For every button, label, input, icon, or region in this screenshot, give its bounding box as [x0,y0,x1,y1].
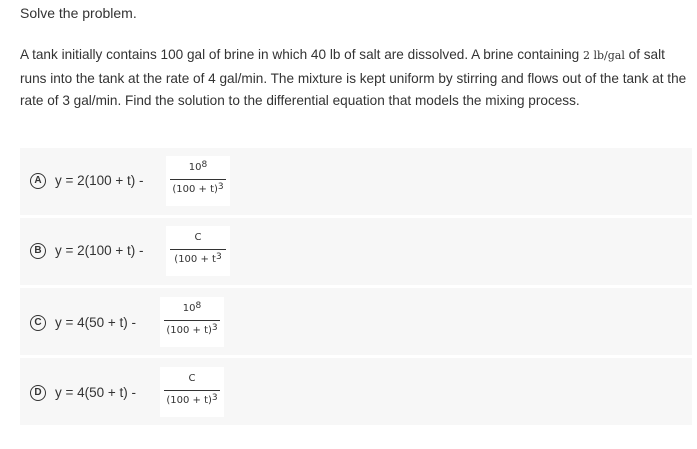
option-letter-badge: D [30,385,46,401]
option-fraction [166,156,230,206]
fraction-denominator: (100 + t)3 [166,323,218,336]
fraction-numerator: C [194,232,202,243]
fraction-bar [170,179,226,180]
option-equation-lhs: y = 2(100 + t) - [55,173,144,188]
fraction-numerator: 108 [182,301,202,314]
fraction-denominator: (100 + t3 [174,252,222,265]
fraction-denominator: (100 + t)3 [172,182,224,195]
option-equation-lhs: y = 2(100 + t) - [55,243,144,258]
answer-option-b[interactable] [20,218,692,285]
fraction-denominator: (100 + t)3 [166,393,218,406]
question-text-part2: of salt runs into the tank at the rate of 4 gal/min. The mixture is kept uniform by stirring and flows out of the tank at the rate of 3 gal/min. Find the solution to the differential equation that models the mixing process. [20,47,687,108]
fraction-numerator: C [188,373,196,384]
option-equation-lhs: y = 4(50 + t) - [55,385,137,400]
answer-option-c[interactable] [20,288,692,355]
fraction-numerator: 108 [188,160,208,173]
option-letter-badge: B [30,243,46,259]
brine-concentration: 2 lb/gal [582,49,625,62]
question-text-part1: A tank initially contains 100 gal of brine in which 40 lb of salt are dissolved. A brine containing [20,47,583,62]
problem-header: Solve the problem. [20,5,137,21]
option-fraction [160,367,224,417]
option-letter-badge: A [30,173,46,189]
answer-option-d[interactable] [20,358,692,425]
option-letter-badge: C [30,315,46,331]
answer-option-a[interactable] [20,148,692,215]
fraction-bar [170,249,226,250]
question-text [20,44,692,113]
option-fraction [166,226,230,276]
fraction-bar [164,320,220,321]
fraction-bar [164,390,220,391]
option-equation-lhs: y = 4(50 + t) - [55,315,137,330]
option-fraction [160,297,224,347]
